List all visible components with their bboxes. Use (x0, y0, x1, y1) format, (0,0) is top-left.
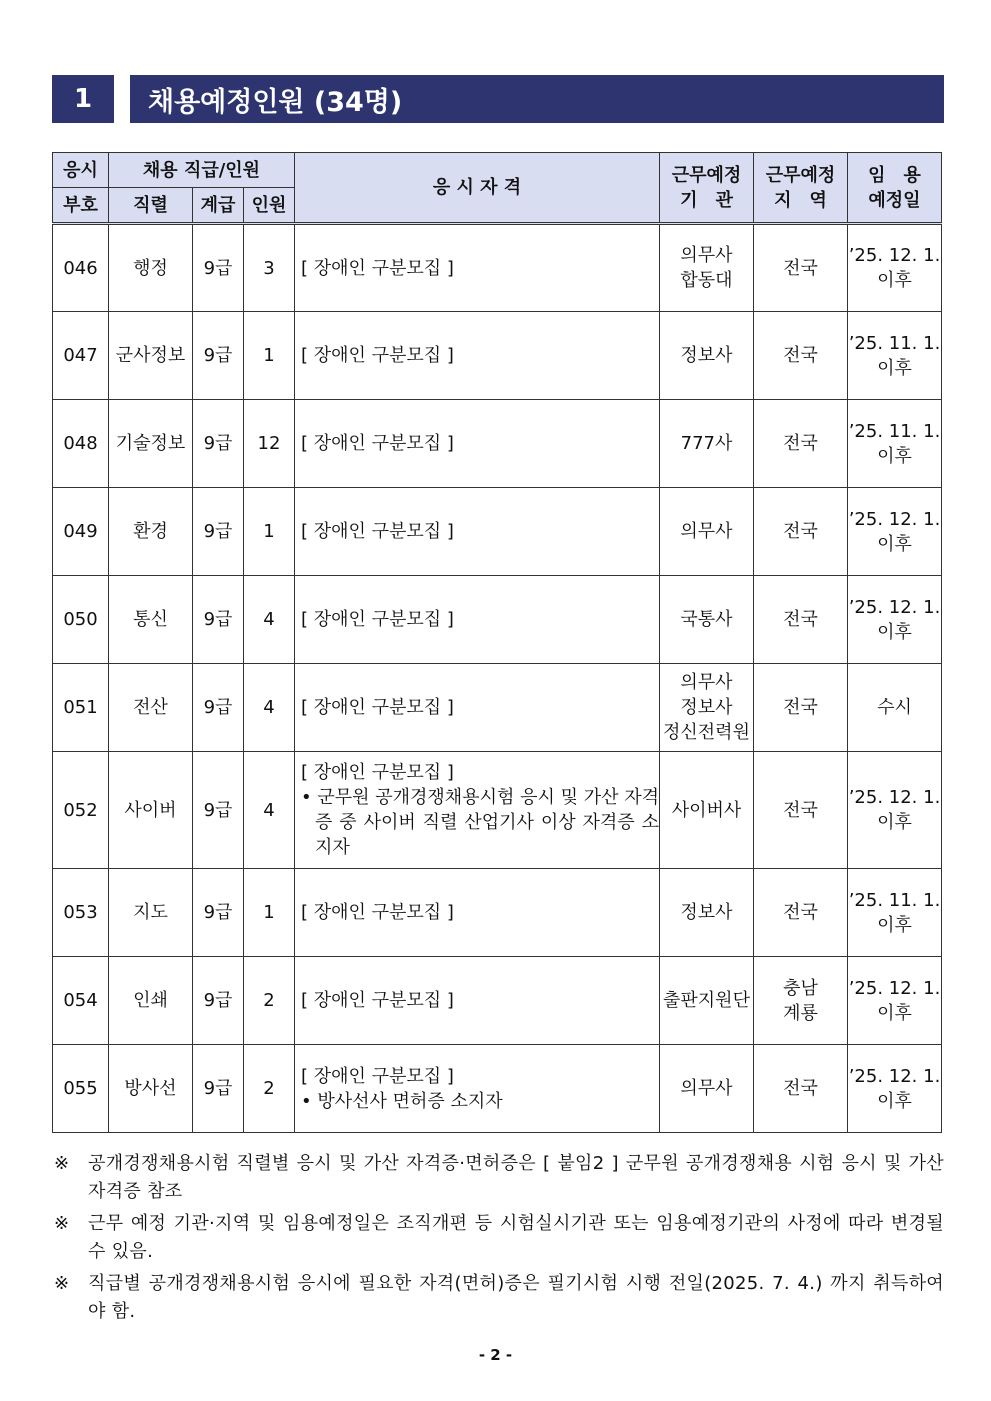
cell-appointment-date: 수시 (848, 664, 942, 752)
cell-job: 기술정보 (109, 400, 193, 488)
cell-count: 1 (244, 869, 295, 957)
cell-appointment-date: ’25. 12. 1. 이후 (848, 752, 942, 869)
table-row (53, 576, 942, 664)
cell-job: 군사정보 (109, 312, 193, 400)
header-exam-code-2: 부호 (53, 188, 109, 224)
cell-exam-code: 052 (53, 752, 109, 869)
page-number: - 2 - (478, 1346, 513, 1364)
table-row (53, 488, 942, 576)
cell-qualification: [ 장애인 구분모집 ] • 군무원 공개경쟁채용시험 응시 및 가산 자격증 중 사이버 직렬 산업기사 이상 자격증 소지자 (295, 752, 660, 869)
cell-region: 전국 (754, 312, 848, 400)
cell-org: 의무사 합동대 (660, 224, 754, 312)
cell-region: 전국 (754, 1045, 848, 1133)
cell-job: 사이버 (109, 752, 193, 869)
cell-job: 행정 (109, 224, 193, 312)
cell-grade: 9급 (193, 752, 244, 869)
cell-region: 전국 (754, 752, 848, 869)
table-row (53, 400, 942, 488)
cell-grade: 9급 (193, 400, 244, 488)
cell-qualification: [ 장애인 구분모집 ] (295, 488, 660, 576)
cell-grade: 9급 (193, 576, 244, 664)
cell-count: 4 (244, 664, 295, 752)
cell-count: 4 (244, 576, 295, 664)
note-item: ※ 공개경쟁채용시험 직렬별 응시 및 가산 자격증·면허증은 [ 붙임2 ] 군무원 공개경쟁채용 시험 응시 및 가산 자격증 참조 (54, 1153, 944, 1202)
cell-grade: 9급 (193, 224, 244, 312)
table-row (53, 752, 942, 869)
cell-job: 방사선 (109, 1045, 193, 1133)
cell-exam-code: 054 (53, 957, 109, 1045)
cell-org: 국통사 (660, 576, 754, 664)
cell-qualification: [ 장애인 구분모집 ] (295, 664, 660, 752)
cell-org: 의무사 (660, 488, 754, 576)
header-exam-code-1: 응시 (53, 153, 109, 188)
cell-exam-code: 047 (53, 312, 109, 400)
cell-count: 12 (244, 400, 295, 488)
cell-exam-code: 050 (53, 576, 109, 664)
cell-job: 통신 (109, 576, 193, 664)
table-row (53, 224, 942, 312)
cell-region: 충남 계룡 (754, 957, 848, 1045)
table-row (53, 312, 942, 400)
cell-appointment-date: ’25. 12. 1. 이후 (848, 224, 942, 312)
cell-org: 의무사 정보사 정신전력원 (660, 664, 754, 752)
header-appointment-date: 임 용 예정일 (848, 153, 942, 224)
cell-count: 1 (244, 488, 295, 576)
cell-exam-code: 046 (53, 224, 109, 312)
cell-exam-code: 048 (53, 400, 109, 488)
table-row (53, 664, 942, 752)
cell-appointment-date: ’25. 11. 1. 이후 (848, 400, 942, 488)
cell-qualification: [ 장애인 구분모집 ] (295, 576, 660, 664)
cell-exam-code: 053 (53, 869, 109, 957)
cell-appointment-date: ’25. 12. 1. 이후 (848, 1045, 942, 1133)
cell-org: 사이버사 (660, 752, 754, 869)
cell-qualification: [ 장애인 구분모집 ] (295, 957, 660, 1045)
cell-region: 전국 (754, 224, 848, 312)
cell-qualification: [ 장애인 구분모집 ] (295, 869, 660, 957)
cell-appointment-date: ’25. 11. 1. 이후 (848, 312, 942, 400)
cell-qualification: [ 장애인 구분모집 ] • 방사선사 면허증 소지자 (295, 1045, 660, 1133)
table-row (53, 957, 942, 1045)
header-grade: 계급 (193, 188, 244, 224)
cell-count: 2 (244, 1045, 295, 1133)
note-item: ※ 직급별 공개경쟁채용시험 응시에 필요한 자격(면허)증은 필기시험 시행 전일(2025. 7. 4.) 까지 취득하여야 함. (54, 1273, 944, 1322)
cell-exam-code: 049 (53, 488, 109, 576)
cell-region: 전국 (754, 400, 848, 488)
header-job: 직렬 (109, 188, 193, 224)
section-number: 1 (52, 75, 114, 123)
table-row (53, 869, 942, 957)
cell-org: 의무사 (660, 1045, 754, 1133)
recruitment-table (52, 152, 942, 1133)
cell-region: 전국 (754, 488, 848, 576)
section-title: 채용예정인원 (34명) (130, 75, 944, 123)
cell-appointment-date: ’25. 11. 1. 이후 (848, 869, 942, 957)
cell-grade: 9급 (193, 312, 244, 400)
section-title-bar (52, 75, 944, 123)
cell-region: 전국 (754, 869, 848, 957)
note-item: ※ 근무 예정 기관·지역 및 임용예정일은 조직개편 등 시험실시기관 또는 임용예정기관의 사정에 따라 변경될 수 있음. (54, 1213, 944, 1262)
header-org: 근무예정 기 관 (660, 153, 754, 224)
cell-org: 777사 (660, 400, 754, 488)
cell-count: 1 (244, 312, 295, 400)
cell-region: 전국 (754, 576, 848, 664)
cell-grade: 9급 (193, 488, 244, 576)
cell-org: 정보사 (660, 869, 754, 957)
header-qualification: 응 시 자 격 (295, 153, 660, 224)
cell-qualification: [ 장애인 구분모집 ] (295, 312, 660, 400)
header-region: 근무예정 지 역 (754, 153, 848, 224)
cell-qualification: [ 장애인 구분모집 ] (295, 400, 660, 488)
cell-grade: 9급 (193, 957, 244, 1045)
header-rank-group: 채용 직급/인원 (109, 153, 295, 188)
cell-count: 3 (244, 224, 295, 312)
cell-appointment-date: ’25. 12. 1. 이후 (848, 488, 942, 576)
cell-job: 환경 (109, 488, 193, 576)
cell-grade: 9급 (193, 869, 244, 957)
cell-region: 전국 (754, 664, 848, 752)
header-count: 인원 (244, 188, 295, 224)
cell-org: 출판지원단 (660, 957, 754, 1045)
cell-grade: 9급 (193, 664, 244, 752)
cell-count: 2 (244, 957, 295, 1045)
notes (52, 1150, 944, 1330)
cell-exam-code: 055 (53, 1045, 109, 1133)
cell-qualification: [ 장애인 구분모집 ] (295, 224, 660, 312)
cell-org: 정보사 (660, 312, 754, 400)
cell-count: 4 (244, 752, 295, 869)
cell-appointment-date: ’25. 12. 1. 이후 (848, 576, 942, 664)
cell-exam-code: 051 (53, 664, 109, 752)
cell-job: 지도 (109, 869, 193, 957)
table-row (53, 1045, 942, 1133)
cell-grade: 9급 (193, 1045, 244, 1133)
cell-job: 전산 (109, 664, 193, 752)
cell-appointment-date: ’25. 12. 1. 이후 (848, 957, 942, 1045)
cell-job: 인쇄 (109, 957, 193, 1045)
